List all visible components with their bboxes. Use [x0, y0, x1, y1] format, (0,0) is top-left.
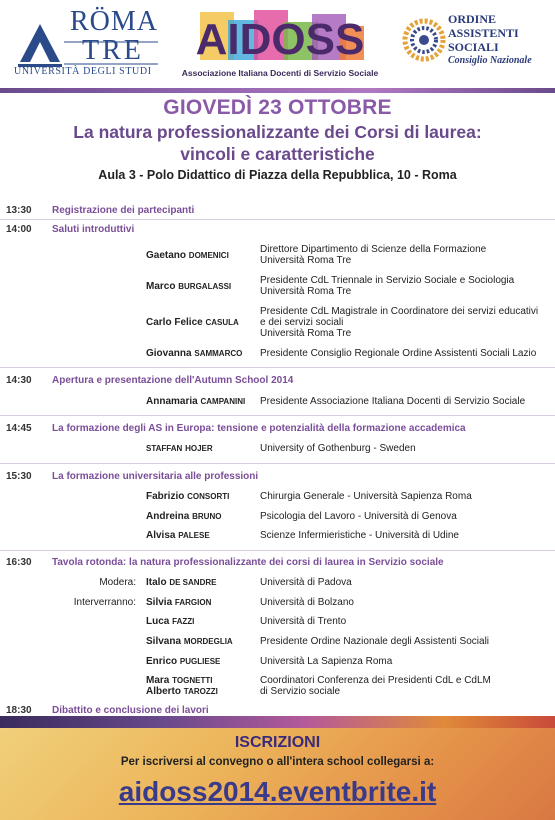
universita-text: UNIVERSITÀ DEGLI STUDI — [14, 66, 152, 77]
divider — [0, 219, 555, 220]
speaker-role: Università di Bolzano — [260, 597, 354, 608]
session-time: 18:30 — [6, 705, 32, 716]
session-title: Tavola rotonda: la natura professionalizzante dei corsi di laurea in Servizio sociale — [52, 557, 444, 568]
roma-tre-logo — [14, 6, 162, 82]
speaker-role: Presidente CdL Magistrale in Coordinatore dei servizi educativi — [260, 306, 539, 317]
oas-sociali: SOCIALI — [448, 40, 499, 54]
session-time: 16:30 — [6, 557, 32, 568]
speaker-name: Fabrizio CONSORTI — [146, 491, 230, 502]
session-title: La formazione degli AS in Europa: tensione e potenzialità della formazione accademica — [52, 423, 466, 434]
divider — [0, 415, 555, 416]
speaker-name: Marco BURGALASSI — [146, 281, 232, 292]
speaker-name: Mara TOGNETTI — [146, 675, 213, 686]
divider — [0, 463, 555, 464]
oas-assistenti: ASSISTENTI — [448, 26, 519, 40]
speaker-name: Italo DE SANDRE — [146, 577, 217, 588]
speaker-name: Gaetano DOMENICI — [146, 250, 229, 261]
header — [0, 0, 555, 88]
speaker-role: University of Gothenburg - Sweden — [260, 443, 416, 454]
speaker-name: Enrico PUGLIESE — [146, 656, 221, 667]
speaker-role: Presidente Ordine Nazionale degli Assistenti Sociali — [260, 636, 490, 647]
speaker-role: Scienze Infermieristiche - Università di Udine — [260, 530, 459, 541]
speaker-affiliation: Università Roma Tre — [260, 286, 352, 297]
session-time: 14:00 — [6, 224, 32, 235]
registration-footer — [0, 728, 555, 820]
footer-divider — [0, 716, 555, 728]
speaker-role: Università La Sapienza Roma — [260, 656, 393, 667]
aidoss-caption: Associazione Italiana Docenti di Servizio Sociale — [181, 68, 379, 78]
speaker-name: Carlo Felice CASULA — [146, 317, 239, 328]
event-title-line2: vincoli e caratteristiche — [180, 144, 375, 164]
session-title: Dibattito e conclusione dei lavori — [52, 705, 209, 716]
speaker-name: Luca FAZZI — [146, 616, 195, 627]
registration-text: Per iscriversi al convegno o all'intera school collegarsi a: — [120, 756, 435, 768]
speaker-role-cont: di Servizio sociale — [260, 686, 341, 697]
event-date: GIOVEDÌ 23 OTTOBRE — [163, 96, 392, 119]
oas-ordine: ORDINE — [448, 12, 497, 26]
speaker-role: Università di Padova — [260, 577, 352, 588]
speaker-name: Alberto TAROZZI — [146, 686, 218, 697]
registration-heading: ISCRIZIONI — [234, 734, 321, 751]
oas-consiglio: Consiglio Nazionale — [448, 55, 532, 66]
moderator-label: Modera: — [99, 577, 136, 588]
speaker-role: Chirurgia Generale - Università Sapienza Roma — [260, 491, 472, 502]
speaker-name: Giovanna SAMMARCO — [146, 348, 243, 359]
divider — [0, 550, 555, 551]
roma-text: RÖMA — [70, 6, 159, 37]
registration-link[interactable]: aidoss2014.eventbrite.it — [118, 776, 437, 807]
speaker-role: Direttore Dipartimento di Scienze della Formazione — [260, 244, 487, 255]
title-block — [0, 92, 555, 184]
speaker-name: Annamaria CAMPANINI — [146, 396, 246, 407]
session-time: 13:30 — [6, 205, 32, 216]
speakers-label: Interverranno: — [73, 597, 136, 608]
speaker-affiliation: Università Roma Tre — [260, 328, 352, 339]
speaker-role: Coordinatori Conferenza dei Presidenti CdL e CdLM — [260, 675, 491, 686]
session-time: 14:30 — [6, 375, 32, 386]
speaker-role: Psicologia del Lavoro - Università di Genova — [260, 511, 457, 522]
oas-logo — [402, 6, 552, 82]
tre-text: TRE — [82, 35, 144, 66]
speaker-role-cont: e dei servizi sociali — [260, 317, 344, 328]
session-time: 14:45 — [6, 423, 32, 434]
speaker-role: Presidente Consiglio Regionale Ordine Assistenti Sociali Lazio — [260, 348, 537, 359]
speaker-name: STAFFAN HOJER — [146, 444, 213, 453]
session-title: Registrazione dei partecipanti — [52, 205, 195, 216]
speaker-name: Alvisa PALESE — [146, 530, 210, 541]
session-title: Apertura e presentazione dell'Autumn School 2014 — [52, 375, 294, 386]
session-title: La formazione universitaria alle professioni — [52, 471, 259, 482]
aidoss-letters: AIDOSS — [195, 15, 365, 64]
event-venue: Aula 3 - Polo Didattico di Piazza della Repubblica, 10 - Roma — [98, 168, 457, 182]
session-title: Saluti introduttivi — [52, 224, 135, 235]
oas-spiral-emblem-icon — [402, 8, 446, 78]
speaker-role: Presidente Associazione Italiana Docenti di Servizio Sociale — [260, 396, 526, 407]
aidoss-logo — [180, 6, 380, 82]
speaker-role: Presidente CdL Triennale in Servizio Sociale e Sociologia — [260, 275, 515, 286]
divider — [0, 367, 555, 368]
aidoss-wordmark-icon — [180, 6, 380, 66]
speaker-name: Andreina BRUNO — [146, 511, 222, 522]
event-title-line1: La natura professionalizzante dei Corsi di laurea: — [73, 122, 482, 142]
speaker-name: Silvia FARGION — [146, 597, 212, 608]
speaker-role: Università di Trento — [260, 616, 347, 627]
session-time: 15:30 — [6, 471, 32, 482]
speaker-name: Silvana MORDEGLIA — [146, 636, 233, 647]
speaker-affiliation: Università Roma Tre — [260, 255, 352, 266]
